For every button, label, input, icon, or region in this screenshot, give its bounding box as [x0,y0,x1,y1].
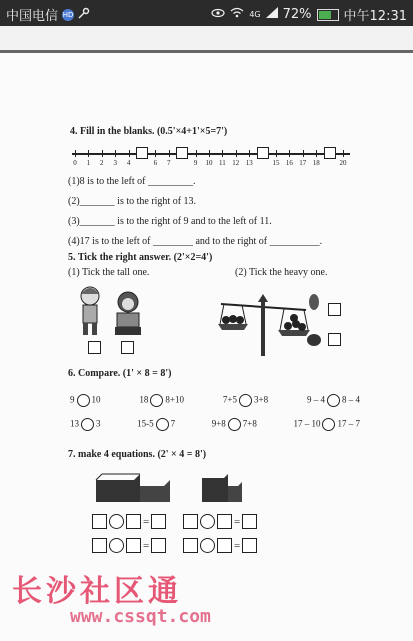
compare-left: 18 [139,394,149,405]
equation-operator-circle[interactable] [109,514,124,529]
key-icon [78,7,90,23]
compare-right: 10 [91,394,101,405]
number-line-tick [155,150,156,157]
number-line-label: 2 [100,159,104,167]
compare-item [212,418,257,431]
compare-left: 9 [70,394,75,405]
number-line-tick [115,150,116,157]
compare-right: 3+8 [254,394,269,405]
q4-line-2: (2)_______ is to the right of 13. [68,196,197,207]
signal-icon [266,7,278,22]
equation-number-box[interactable] [151,538,166,553]
number-line-tick [249,150,250,157]
q5-title: 5. Tick the right answer. (2'×2=4') [68,252,213,263]
compare-row-1 [70,394,360,407]
number-line-tick [169,150,170,157]
compare-right: 8+10 [165,394,184,405]
equation-row [92,538,166,553]
q4-line-3: (3)_______ is to the right of 9 and to the left of 11. [68,216,272,227]
compare-circle[interactable] [81,418,94,431]
q4-line-1: (1)8 is to the left of _________. [68,176,196,187]
compare-row-2 [70,418,360,431]
compare-item [223,394,268,407]
equals-sign: = [143,539,150,552]
clock: 中午12:31 [343,9,407,24]
tick-box-heavy-a[interactable] [328,303,341,316]
equation-number-box[interactable] [92,538,107,553]
number-line-blank-box[interactable] [136,147,148,159]
equation-row [92,514,166,529]
compare-right: 17 – 7 [337,418,360,429]
q5-part-a: (1) Tick the tall one. [68,267,150,278]
compare-circle[interactable] [156,418,169,431]
compare-right: 7+8 [242,418,257,429]
number-line-label: 13 [245,159,253,167]
carrier-label: 中国电信 [6,9,59,24]
balance-scale-illustration [216,290,326,358]
status-bar [0,0,413,26]
equation-number-box[interactable] [183,538,198,553]
equals-sign: = [234,539,241,552]
watermark-url: www.cssqt.com [70,606,211,627]
compare-item [70,418,101,431]
number-line-blank-box[interactable] [257,147,269,159]
compare-circle[interactable] [228,418,241,431]
number-line-label: 9 [193,159,198,167]
number-line-label: 1 [86,159,91,167]
equation-operator-circle[interactable] [200,514,215,529]
number-line-axis [72,153,350,155]
number-line-tick [276,150,277,157]
compare-circle[interactable] [150,394,163,407]
compare-item [70,394,101,407]
q6-title: 6. Compare. (1' × 8 = 8') [68,368,172,379]
compare-right: 3 [96,418,101,429]
number-line-label: 3 [113,159,117,167]
number-line-blank-box[interactable] [324,147,336,159]
equation-operator-circle[interactable] [200,538,215,553]
number-line-label: 10 [205,159,213,167]
equation-number-box[interactable] [126,538,141,553]
compare-left: 9 – 4 [307,394,325,405]
blocks-illustration-2 [200,472,245,504]
equation-number-box[interactable] [242,514,257,529]
number-line [72,150,350,168]
kids-illustration [72,284,157,340]
number-line-label: 15 [272,159,280,167]
equation-number-box[interactable] [151,514,166,529]
number-line-tick [88,150,89,157]
equation-number-box[interactable] [183,514,198,529]
equation-number-box[interactable] [92,514,107,529]
tick-box-heavy-b[interactable] [328,333,341,346]
compare-left: 9+8 [211,418,226,429]
number-line-blank-box[interactable] [176,147,188,159]
q4-title: 4. Fill in the blanks. (0.5'×4+1'×5=7') [70,126,228,137]
equation-row [183,514,257,529]
compare-item [293,418,360,431]
number-line-tick [129,150,130,157]
equation-number-box[interactable] [242,538,257,553]
equation-number-box[interactable] [126,514,141,529]
compare-left: 13 [70,418,79,429]
compare-circle[interactable] [322,418,335,431]
q5-part-b: (2) Tick the heavy one. [235,267,328,278]
number-line-tick [209,150,210,157]
number-line-tick [236,150,237,157]
number-line-tick [102,150,103,157]
equation-operator-circle[interactable] [109,538,124,553]
number-line-tick [196,150,197,157]
compare-item [137,418,175,431]
number-line-tick [222,150,223,157]
q4-line-4: (4)17 is to the left of ________ and to the right of __________. [68,236,323,247]
compare-circle[interactable] [327,394,340,407]
equation-number-box[interactable] [217,538,232,553]
equals-sign: = [143,515,150,528]
number-line-label: 20 [339,159,347,167]
number-line-label: 18 [312,159,320,167]
number-line-tick [343,150,344,157]
number-line-label: 11 [219,159,226,167]
equals-sign: = [234,515,241,528]
compare-circle[interactable] [77,394,90,407]
watermark-logo: 长沙社区通 [12,574,182,609]
hd-icon: HD [62,10,74,19]
number-line-tick [316,150,317,157]
blocks-illustration-1 [94,472,174,504]
tick-box-tall-a[interactable] [88,341,101,354]
battery-percent: 72% [282,7,312,22]
compare-circle[interactable] [239,394,252,407]
compare-left: 7+5 [222,394,237,405]
viewer-top-bar [0,26,413,53]
compare-left: 15-5 [137,418,154,429]
compare-left: 17 – 10 [293,418,321,429]
number-line-label: 7 [167,159,171,167]
compare-right: 7 [170,418,176,429]
equation-number-box[interactable] [217,514,232,529]
number-line-label: 4 [126,159,131,167]
number-line-label: 16 [285,159,293,167]
wifi-icon [230,7,244,22]
number-line-tick [303,150,304,157]
eye-icon [211,7,225,22]
battery-icon [317,9,339,21]
compare-item [307,394,360,407]
tick-box-tall-b[interactable] [121,341,134,354]
number-line-label: 0 [73,159,77,167]
number-line-tick [75,150,76,157]
number-line-label: 17 [299,159,307,167]
network-type-label: 4G [249,10,261,19]
compare-right: 8 – 4 [342,394,360,405]
compare-item [139,394,184,407]
equation-row [183,538,257,553]
q7-title: 7. make 4 equations. (2' × 4 = 8') [68,449,207,460]
number-line-label: 12 [232,159,240,167]
number-line-label: 6 [153,159,158,167]
number-line-tick [289,150,290,157]
